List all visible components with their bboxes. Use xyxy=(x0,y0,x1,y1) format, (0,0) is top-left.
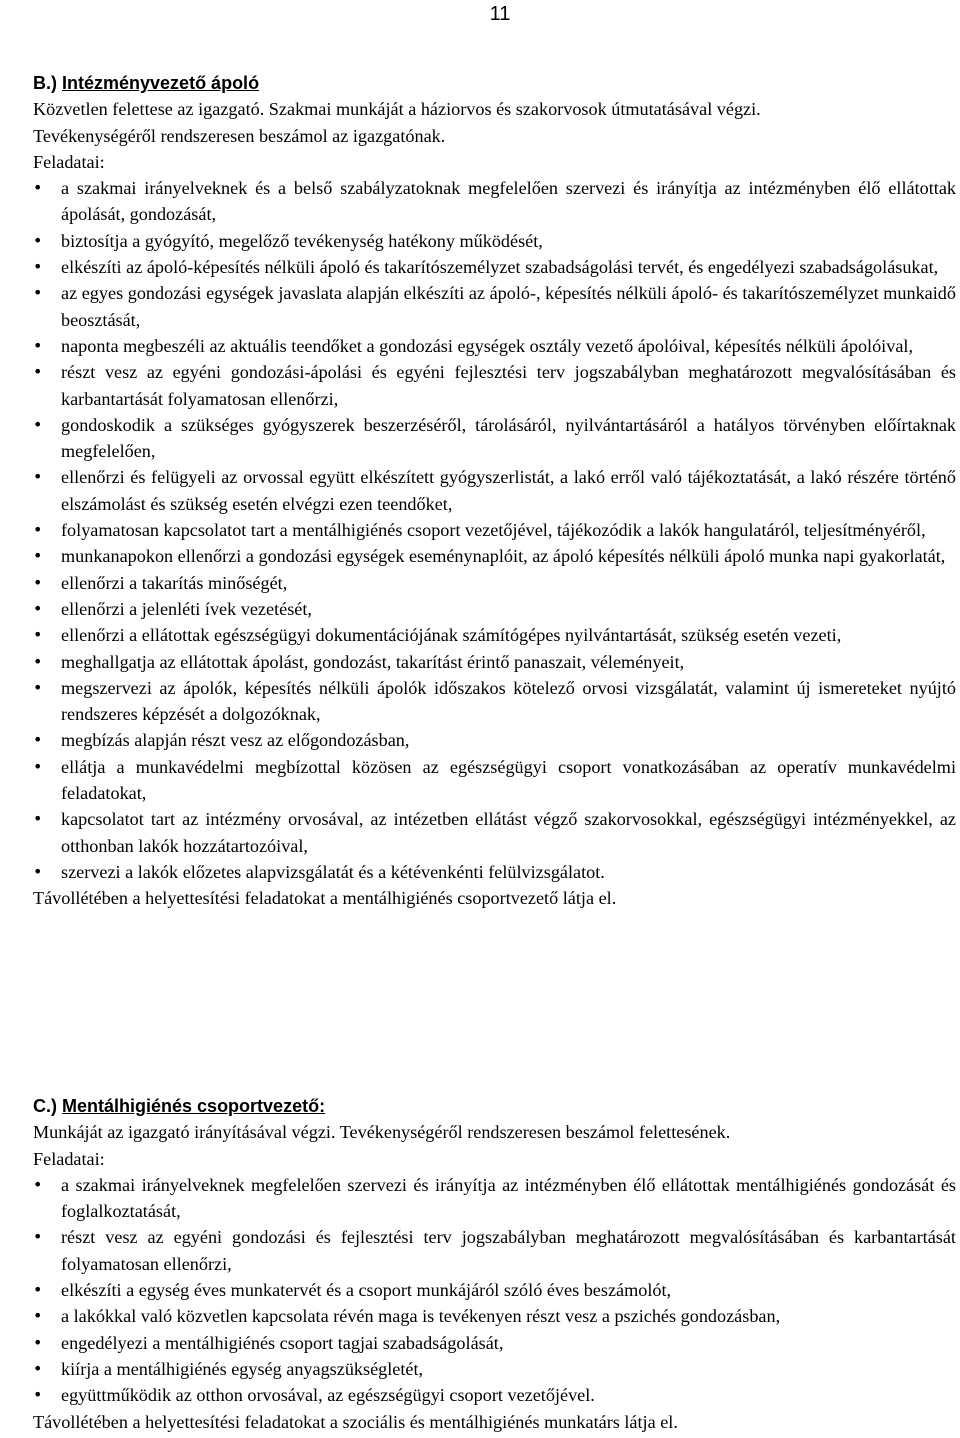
list-item: • megbízás alapján részt vesz az előgondozásban, xyxy=(33,727,956,753)
list-item: • munkanapokon ellenőrzi a gondozási egységek eseménynaplóit, az ápoló képesítés nélküli ápoló munka napi gyakorlatát, xyxy=(33,543,956,569)
list-item: • ellátja a munkavédelmi megbízottal közösen az egészségügyi csoport vonatkozásában az operatív munkavédelmi feladatokat, xyxy=(33,754,956,807)
section-c-label: C.) xyxy=(33,1096,57,1116)
list-item: • gondoskodik a szükséges gyógyszerek beszerzéséről, tárolásáról, nyilvántartásáról a hatályos törvényben előírtaknak megfelelően, xyxy=(33,412,956,465)
list-item: • az egyes gondozási egységek javaslata alapján elkészíti az ápoló-, képesítés nélküli ápoló- és takarítószemélyzet munkaidő beosztását, xyxy=(33,280,956,333)
list-item: • ellenőrzi a jelenléti ívek vezetését, xyxy=(33,596,956,622)
section-c-intro: Munkáját az igazgató irányításával végzi. Tevékenységéről rendszeresen beszámol felettesének. xyxy=(33,1122,731,1143)
section-b-deputy: Távollétében a helyettesítési feladatokat a mentálhigiénés csoportvezető látja el. xyxy=(33,888,617,909)
list-item: • a lakókkal való közvetlen kapcsolata révén maga is tevékenyen részt vesz a pszichés gondozásban, xyxy=(33,1303,956,1329)
section-b-task-list xyxy=(33,175,956,885)
section-b-intro-line-1: Közvetlen felettese az igazgató. Szakmai munkáját a háziorvos és szakorvosok útmutatásával végzi. xyxy=(33,99,761,120)
list-item: • ellenőrzi és felügyeli az orvossal együtt elkészített gyógyszerlistát, a lakó erről való tájékoztatását, a lakó részére történő elszámolást és szükség esetén elvégzi ezen teendőket, xyxy=(33,464,956,517)
section-b-tasks-label: Feladatai: xyxy=(33,151,105,172)
section-c-task-list xyxy=(33,1172,956,1409)
list-item: • kiírja a mentálhigiénés egység anyagszükségletét, xyxy=(33,1356,956,1382)
list-item: • ellenőrzi a ellátottak egészségügyi dokumentációjának számítógépes nyilvántartását, szükség esetén vezeti, xyxy=(33,622,956,648)
list-item: • elkészíti az ápoló-képesítés nélküli ápoló és takarítószemélyzet szabadságolási tervét, és engedélyezi szabadságolásukat, xyxy=(33,254,956,280)
list-item: • részt vesz az egyéni gondozási és fejlesztési terv jogszabályban meghatározott megvalósításában és karbantartását folyamatosan ellenőrzi, xyxy=(33,1224,956,1277)
list-item: • a szakmai irányelveknek és a belső szabályzatoknak megfelelően szervezi és irányítja az intézményben élő ellátottak ápolását, gondozását, xyxy=(33,175,956,228)
list-item: • elkészíti a egység éves munkatervét és a csoport munkájáról szóló éves beszámolót, xyxy=(33,1277,956,1303)
list-item: • naponta megbeszéli az aktuális teendőket a gondozási egységek osztály vezető ápolóival, képesítés nélküli ápolóival, xyxy=(33,333,956,359)
section-b-heading xyxy=(33,70,956,96)
list-item: • folyamatosan kapcsolatot tart a mentálhigiénés csoport vezetőjével, tájékozódik a lakók hangulatáról, teljesítményéről, xyxy=(33,517,956,543)
section-b-title: Intézményvezető ápoló xyxy=(62,73,260,93)
list-item: • ellenőrzi a takarítás minőségét, xyxy=(33,570,956,596)
page-number: 11 xyxy=(489,3,511,25)
section-c-title: Mentálhigiénés csoportvezető: xyxy=(62,1096,326,1116)
list-item: • kapcsolatot tart az intézmény orvosával, az intézetben ellátást végző szakorvosokkal, egészségügyi intézményekkel, az otthonban lakók hozzátartozóival, xyxy=(33,806,956,859)
list-item: • részt vesz az egyéni gondozási-ápolási és egyéni fejlesztési terv jogszabályban meghatározott megvalósításában és karbantartását folyamatosan ellenőrzi, xyxy=(33,359,956,412)
section-c xyxy=(33,1093,956,1435)
list-item: • szervezi a lakók előzetes alapvizsgálatát és a kétévenkénti felülvizsgálatot. xyxy=(33,859,956,885)
section-b-intro-line-2: Tevékenységéről rendszeresen beszámol az igazgatónak. xyxy=(33,125,446,146)
section-c-heading xyxy=(33,1093,956,1119)
list-item: • megszervezi az ápolók, képesítés nélküli ápolók időszakos kötelező orvosi vizsgálatát, valamint új ismereteket nyújtó rendszeres képzését a dolgozóknak, xyxy=(33,675,956,728)
list-item: • engedélyezi a mentálhigiénés csoport tagjai szabadságolását, xyxy=(33,1330,956,1356)
list-item: • együttműködik az otthon orvosával, az egészségügyi csoport vezetőjével. xyxy=(33,1382,956,1408)
section-b xyxy=(33,70,956,912)
section-b-label: B.) xyxy=(33,73,57,93)
section-c-deputy: Távollétében a helyettesítési feladatokat a szociális és mentálhigiénés munkatárs látja el. xyxy=(33,1411,678,1432)
list-item: • meghallgatja az ellátottak ápolást, gondozást, takarítást érintő panaszait, véleményeit, xyxy=(33,649,956,675)
list-item: • biztosítja a gyógyító, megelőző tevékenység hatékony működését, xyxy=(33,228,956,254)
list-item: • a szakmai irányelveknek megfelelően szervezi és irányítja az intézményben élő ellátottak mentálhigiénés gondozását és foglalkoztatását, xyxy=(33,1172,956,1225)
section-c-tasks-label: Feladatai: xyxy=(33,1148,105,1169)
